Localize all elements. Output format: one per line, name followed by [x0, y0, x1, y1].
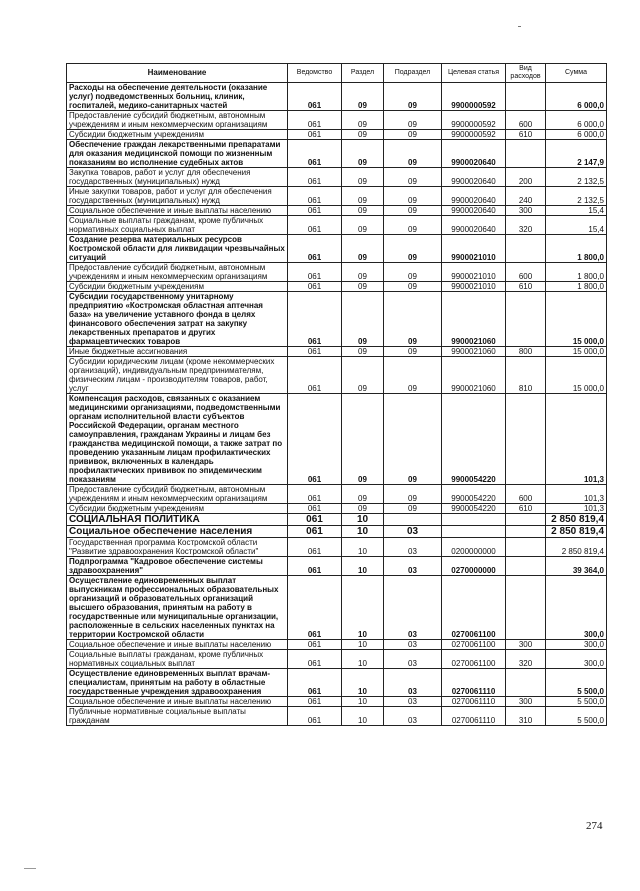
cell-subsection: 09 — [384, 485, 442, 504]
cell-name: Обеспечение граждан лекарственными препаратами для оказания медицинской помощи по жизненным показаниям во исполнение судебных актов — [67, 140, 288, 168]
cell-expense-type — [506, 669, 546, 697]
cell-target — [442, 526, 506, 538]
header-subsection: Подраздел — [384, 64, 442, 83]
cell-section: 09 — [342, 357, 384, 394]
cell-subsection: 03 — [384, 650, 442, 669]
cell-amount: 1 800,0 — [546, 235, 607, 263]
cell-expense-type — [506, 526, 546, 538]
cell-expense-type — [506, 292, 546, 347]
cell-section: 09 — [342, 504, 384, 514]
cell-amount: 2 132,5 — [546, 187, 607, 206]
cell-subsection: 09 — [384, 206, 442, 216]
cell-target: 0270000000 — [442, 557, 506, 576]
cell-department: 061 — [288, 83, 342, 111]
cell-amount: 2 132,5 — [546, 168, 607, 187]
cell-name: СОЦИАЛЬНАЯ ПОЛИТИКА — [67, 514, 288, 526]
cell-name: Субсидии бюджетным учреждениям — [67, 282, 288, 292]
header-amount: Сумма — [546, 64, 607, 83]
cell-section: 09 — [342, 130, 384, 140]
cell-amount: 5 500,0 — [546, 707, 607, 726]
cell-section: 10 — [342, 707, 384, 726]
cell-department: 061 — [288, 707, 342, 726]
cell-target: 0200000000 — [442, 538, 506, 557]
cell-target: 9900054220 — [442, 485, 506, 504]
cell-subsection: 03 — [384, 538, 442, 557]
cell-expense-type: 320 — [506, 216, 546, 235]
cell-amount: 5 500,0 — [546, 669, 607, 697]
cell-expense-type: 610 — [506, 282, 546, 292]
table-row — [67, 697, 607, 707]
cell-section: 09 — [342, 168, 384, 187]
cell-name: Иные закупки товаров, работ и услуг для обеспечения государственных (муниципальных) нужд — [67, 187, 288, 206]
cell-expense-type — [506, 83, 546, 111]
cell-section: 09 — [342, 111, 384, 130]
table-row — [67, 394, 607, 485]
cell-expense-type — [506, 140, 546, 168]
cell-target: 9900021060 — [442, 292, 506, 347]
cell-subsection: 03 — [384, 707, 442, 726]
cell-section: 09 — [342, 394, 384, 485]
budget-table — [66, 63, 607, 726]
cell-amount: 2 147,9 — [546, 140, 607, 168]
cell-section: 10 — [342, 538, 384, 557]
cell-expense-type: 300 — [506, 640, 546, 650]
table-row — [67, 111, 607, 130]
cell-department: 061 — [288, 394, 342, 485]
table-row — [67, 235, 607, 263]
cell-subsection: 09 — [384, 140, 442, 168]
cell-section: 10 — [342, 557, 384, 576]
cell-section: 09 — [342, 485, 384, 504]
cell-department: 061 — [288, 216, 342, 235]
cell-amount: 39 364,0 — [546, 557, 607, 576]
cell-department: 061 — [288, 669, 342, 697]
cell-name: Субсидии юридическим лицам (кроме некоммерческих организаций), индивидуальным предпринимателям, физическим лицам - производителям товаров, работ, услуг — [67, 357, 288, 394]
cell-name: Осуществление единовременных выплат врачам-специалистам, принятым на работу в областные государственные учреждения здравоохранения — [67, 669, 288, 697]
cell-name: Субсидии государственному унитарному предприятию «Костромская областная аптечная база» на увеличение уставного фонда в целях финансового обеспечения затрат на закупку лекарственных препаратов и других фармацевтических товаров — [67, 292, 288, 347]
cell-department: 061 — [288, 235, 342, 263]
cell-department: 061 — [288, 576, 342, 640]
cell-expense-type: 300 — [506, 206, 546, 216]
cell-target: 9900021010 — [442, 282, 506, 292]
cell-section: 09 — [342, 206, 384, 216]
cell-amount: 6 000,0 — [546, 130, 607, 140]
cell-section: 10 — [342, 650, 384, 669]
header-department: Ведомство — [288, 64, 342, 83]
cell-amount: 300,0 — [546, 576, 607, 640]
cell-target — [442, 514, 506, 526]
cell-name: Субсидии бюджетным учреждениям — [67, 130, 288, 140]
cell-subsection: 03 — [384, 640, 442, 650]
cell-section: 10 — [342, 669, 384, 697]
cell-subsection: 03 — [384, 697, 442, 707]
cell-target: 9900000592 — [442, 130, 506, 140]
cell-amount: 1 800,0 — [546, 263, 607, 282]
cell-subsection: 09 — [384, 292, 442, 347]
table-body — [67, 83, 607, 726]
table-row — [67, 187, 607, 206]
cell-section: 09 — [342, 347, 384, 357]
cell-target: 9900021060 — [442, 347, 506, 357]
cell-target: 0270061100 — [442, 576, 506, 640]
cell-target: 0270061110 — [442, 707, 506, 726]
cell-target: 0270061100 — [442, 650, 506, 669]
cell-target: 0270061110 — [442, 697, 506, 707]
cell-amount: 6 000,0 — [546, 83, 607, 111]
cell-name: Субсидии бюджетным учреждениям — [67, 504, 288, 514]
cell-amount: 101,3 — [546, 485, 607, 504]
cell-department: 061 — [288, 347, 342, 357]
cell-subsection: 09 — [384, 347, 442, 357]
cell-expense-type — [506, 557, 546, 576]
cell-amount: 15,4 — [546, 216, 607, 235]
cell-name: Социальное обеспечение и иные выплаты населению — [67, 640, 288, 650]
cell-section: 09 — [342, 282, 384, 292]
cell-subsection: 03 — [384, 576, 442, 640]
cell-expense-type: 310 — [506, 707, 546, 726]
table-row — [67, 140, 607, 168]
table-row — [67, 263, 607, 282]
cell-department: 061 — [288, 640, 342, 650]
table-row — [67, 168, 607, 187]
table-row — [67, 538, 607, 557]
cell-target: 0270061110 — [442, 669, 506, 697]
cell-name: Социальное обеспечение и иные выплаты населению — [67, 206, 288, 216]
table-row — [67, 292, 607, 347]
cell-section: 10 — [342, 640, 384, 650]
cell-department: 061 — [288, 538, 342, 557]
cell-department: 061 — [288, 206, 342, 216]
table-row — [67, 357, 607, 394]
header-target: Целевая статья — [442, 64, 506, 83]
cell-section: 09 — [342, 187, 384, 206]
cell-name: Социальные выплаты гражданам, кроме публичных нормативных социальных выплат — [67, 216, 288, 235]
cell-section: 09 — [342, 83, 384, 111]
cell-section: 10 — [342, 697, 384, 707]
cell-target: 9900020640 — [442, 206, 506, 216]
cell-name: Расходы на обеспечение деятельности (оказание услуг) подведомственных больниц, клиник, госпиталей, медико-санитарных частей — [67, 83, 288, 111]
table-row — [67, 282, 607, 292]
cell-target: 9900021010 — [442, 235, 506, 263]
cell-expense-type: 200 — [506, 168, 546, 187]
cell-target: 0270061100 — [442, 640, 506, 650]
cell-target: 9900000592 — [442, 111, 506, 130]
header-section: Раздел — [342, 64, 384, 83]
cell-subsection: 09 — [384, 187, 442, 206]
cell-name: Социальное обеспечение и иные выплаты населению — [67, 697, 288, 707]
table-row — [67, 640, 607, 650]
cell-amount: 15 000,0 — [546, 292, 607, 347]
cell-department: 061 — [288, 282, 342, 292]
cell-target: 9900020640 — [442, 216, 506, 235]
cell-name: Осуществление единовременных выплат выпускникам профессиональных образовательных организаций и образовательных организаций высшего образования, принятым на работу в государственные или муниципальные организации, расположенные в сельских населенных пунктах на территории Костромской области — [67, 576, 288, 640]
cell-expense-type — [506, 538, 546, 557]
cell-expense-type: 810 — [506, 357, 546, 394]
cell-section: 10 — [342, 514, 384, 526]
cell-amount: 5 500,0 — [546, 697, 607, 707]
page-number: 274 — [586, 820, 603, 832]
cell-name: Публичные нормативные социальные выплаты гражданам — [67, 707, 288, 726]
cell-subsection: 09 — [384, 130, 442, 140]
cell-department: 061 — [288, 514, 342, 526]
cell-name: Предоставление субсидий бюджетным, автономным учреждениям и иным некоммерческим организациям — [67, 111, 288, 130]
cell-expense-type — [506, 394, 546, 485]
cell-expense-type: 600 — [506, 485, 546, 504]
cell-amount: 15 000,0 — [546, 347, 607, 357]
cell-subsection: 09 — [384, 263, 442, 282]
cell-department: 061 — [288, 526, 342, 538]
scan-mark — [24, 868, 36, 869]
cell-subsection: 09 — [384, 235, 442, 263]
cell-amount: 2 850 819,4 — [546, 514, 607, 526]
cell-expense-type: 800 — [506, 347, 546, 357]
scan-dot — [518, 26, 521, 27]
table-row — [67, 347, 607, 357]
cell-subsection: 03 — [384, 669, 442, 697]
cell-subsection: 09 — [384, 504, 442, 514]
cell-subsection: 09 — [384, 168, 442, 187]
cell-amount: 15,4 — [546, 206, 607, 216]
table-row — [67, 514, 607, 526]
cell-expense-type: 600 — [506, 263, 546, 282]
cell-amount: 300,0 — [546, 640, 607, 650]
cell-section: 09 — [342, 263, 384, 282]
cell-target: 9900021060 — [442, 357, 506, 394]
cell-department: 061 — [288, 168, 342, 187]
cell-name: Социальное обеспечение населения — [67, 526, 288, 538]
cell-subsection: 09 — [384, 83, 442, 111]
cell-section: 09 — [342, 216, 384, 235]
cell-expense-type: 320 — [506, 650, 546, 669]
cell-expense-type: 610 — [506, 504, 546, 514]
cell-department: 061 — [288, 650, 342, 669]
cell-target: 9900020640 — [442, 168, 506, 187]
cell-subsection: 09 — [384, 216, 442, 235]
cell-name: Закупка товаров, работ и услуг для обеспечения государственных (муниципальных) нужд — [67, 168, 288, 187]
table-row — [67, 557, 607, 576]
cell-expense-type: 610 — [506, 130, 546, 140]
cell-name: Социальные выплаты гражданам, кроме публичных нормативных социальных выплат — [67, 650, 288, 669]
cell-name: Предоставление субсидий бюджетным, автономным учреждениям и иным некоммерческим организациям — [67, 263, 288, 282]
cell-subsection: 09 — [384, 111, 442, 130]
cell-department: 061 — [288, 187, 342, 206]
cell-subsection: 03 — [384, 557, 442, 576]
table-row — [67, 707, 607, 726]
cell-section: 10 — [342, 526, 384, 538]
cell-department: 061 — [288, 292, 342, 347]
header-row — [67, 64, 607, 83]
cell-department: 061 — [288, 130, 342, 140]
cell-expense-type — [506, 235, 546, 263]
cell-target: 9900000592 — [442, 83, 506, 111]
cell-department: 061 — [288, 140, 342, 168]
cell-target: 9900020640 — [442, 140, 506, 168]
header-expense-type: Вид расходов — [506, 64, 546, 83]
table-row — [67, 216, 607, 235]
cell-amount: 1 800,0 — [546, 282, 607, 292]
table-row — [67, 83, 607, 111]
cell-target: 9900021010 — [442, 263, 506, 282]
table-row — [67, 504, 607, 514]
cell-expense-type: 300 — [506, 697, 546, 707]
cell-department: 061 — [288, 357, 342, 394]
cell-amount: 101,3 — [546, 394, 607, 485]
cell-target: 9900054220 — [442, 394, 506, 485]
cell-subsection — [384, 514, 442, 526]
cell-department: 061 — [288, 111, 342, 130]
cell-section: 09 — [342, 235, 384, 263]
cell-target: 9900054220 — [442, 504, 506, 514]
cell-department: 061 — [288, 485, 342, 504]
table-row — [67, 526, 607, 538]
cell-name: Предоставление субсидий бюджетным, автономным учреждениям и иным некоммерческим организациям — [67, 485, 288, 504]
cell-target: 9900020640 — [442, 187, 506, 206]
cell-amount: 2 850 819,4 — [546, 526, 607, 538]
header-name: Наименование — [67, 64, 288, 83]
cell-department: 061 — [288, 504, 342, 514]
cell-section: 10 — [342, 576, 384, 640]
table-row — [67, 650, 607, 669]
table-row — [67, 130, 607, 140]
cell-amount: 15 000,0 — [546, 357, 607, 394]
cell-section: 09 — [342, 140, 384, 168]
cell-subsection: 09 — [384, 282, 442, 292]
cell-department: 061 — [288, 557, 342, 576]
cell-name: Компенсация расходов, связанных с оказанием медицинскими организациями, подведомственными органам исполнительной власти субъектов Российской Федерации, органам местного самоуправления, гражданам Украины и лицам без гражданства медицинской помощи, а также затрат по проведению указанным лицам профилактических прививок, включенных в календарь профилактических прививок по эпидемическим показаниям — [67, 394, 288, 485]
cell-subsection: 09 — [384, 357, 442, 394]
table-row — [67, 576, 607, 640]
cell-amount: 2 850 819,4 — [546, 538, 607, 557]
cell-expense-type: 240 — [506, 187, 546, 206]
cell-expense-type — [506, 576, 546, 640]
cell-name: Создание резерва материальных ресурсов Костромской области для ликвидации чрезвычайных ситуаций — [67, 235, 288, 263]
cell-name: Подпрограмма "Кадровое обеспечение системы здравоохранения" — [67, 557, 288, 576]
cell-subsection: 03 — [384, 526, 442, 538]
cell-amount: 6 000,0 — [546, 111, 607, 130]
cell-amount: 300,0 — [546, 650, 607, 669]
table-row — [67, 206, 607, 216]
cell-subsection: 09 — [384, 394, 442, 485]
table-row — [67, 485, 607, 504]
cell-amount: 101,3 — [546, 504, 607, 514]
cell-name: Государственная программа Костромской области "Развитие здравоохранения Костромской области" — [67, 538, 288, 557]
cell-department: 061 — [288, 697, 342, 707]
cell-expense-type: 600 — [506, 111, 546, 130]
cell-section: 09 — [342, 292, 384, 347]
cell-expense-type — [506, 514, 546, 526]
table-row — [67, 669, 607, 697]
cell-department: 061 — [288, 263, 342, 282]
cell-name: Иные бюджетные ассигнования — [67, 347, 288, 357]
